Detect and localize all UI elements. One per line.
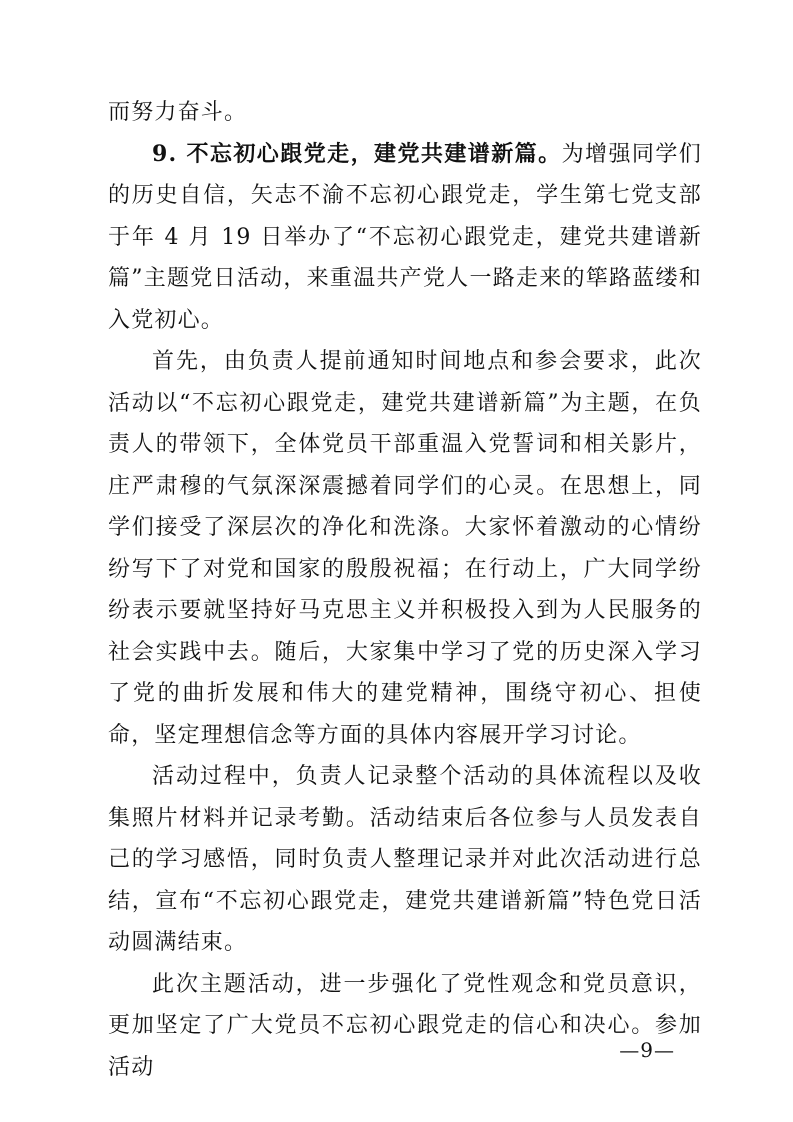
paragraph-text: 首先，由负责人提前通知时间地点和参会要求，此次活动以“不忘初心跟党走，建党共建谱新篇”为主题，在负责人的带领下，全体党员干部重温入党誓词和相关影片，庄严肃穆的气氛深深震撼着同学们的心灵。在思想上，同学们接受了深层次的净化和洗涤。大家怀着激动的心情纷纷写下了对党和国家的殷殷祝福；在行动上，广大同学纷纷表示要就坚持好马克思主义并积极投入到为人民服务的社会实践中去。随后，大家集中学习了党的历史深入学习了党的曲折发展和伟大的建党精神，围绕守初心、担使命，坚定理想信念等方面的具体内容展开学习讨论。 (108, 349, 702, 748)
paragraph-text: 此次主题活动，进一步强化了党性观念和党员意识，更加坚定了广大党员不忘初心跟党走的信心和决心。参加活动 (108, 971, 702, 1080)
paragraph-continuation (108, 92, 702, 134)
page-number: —9— (619, 1038, 675, 1062)
paragraph-activity-first (108, 341, 702, 756)
paragraph-activity-summary (108, 964, 702, 1089)
paragraph-text: 而努力奋斗。 (108, 100, 248, 125)
paragraph-activity-process (108, 756, 702, 964)
section-heading: 9. 不忘初心跟党走，建党共建谱新篇。 (152, 140, 562, 167)
paragraph-section-9 (108, 134, 702, 342)
body-text (108, 92, 702, 1088)
paragraph-text: 活动过程中，负责人记录整个活动的具体流程以及收集照片材料并记录考勤。活动结束后各位参与人员发表自己的学习感悟，同时负责人整理记录并对此次活动进行总结，宣布“不忘初心跟党走，建党共建谱新篇”特色党日活动圆满结束。 (108, 764, 702, 955)
paragraph-text: 为增强同学们的历史自信，矢志不渝不忘初心跟党走，学生第七党支部于年 4 月 19 日举办了“不忘初心跟党走，建党共建谱新篇”主题党日活动，来重温共产党人一路走来的筚路蓝缕和入党初心。 (108, 141, 702, 333)
